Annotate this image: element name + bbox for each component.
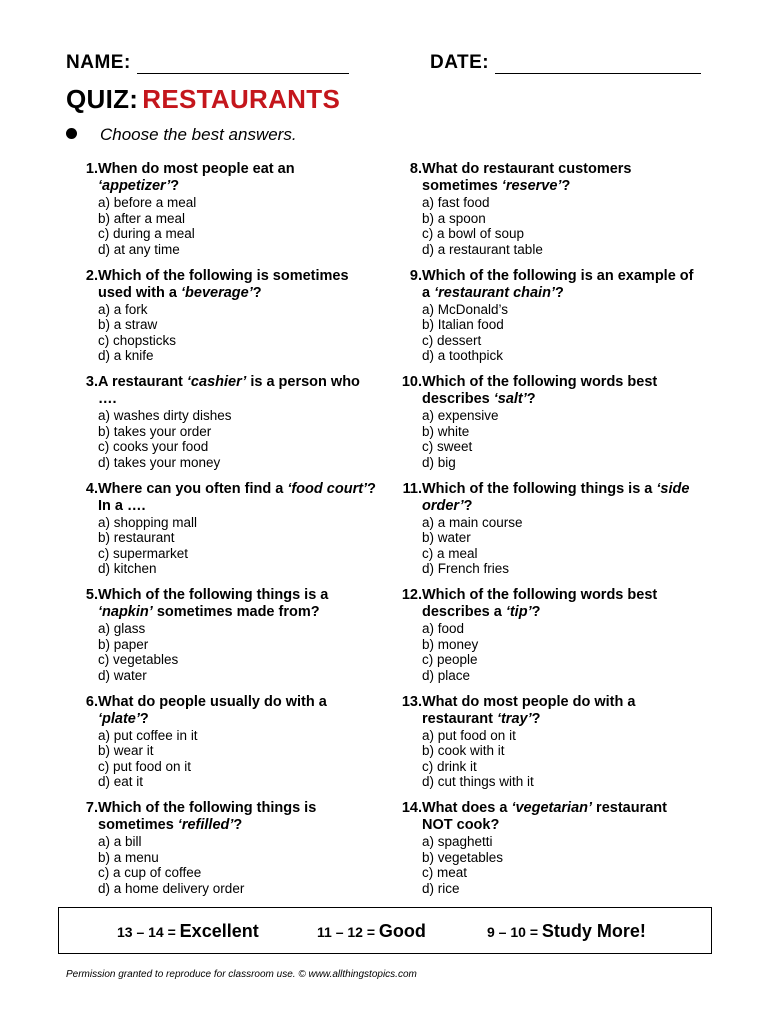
- question-stem-term: ‘tip’: [505, 604, 532, 620]
- question-stem: [422, 694, 700, 728]
- answer-options: [422, 834, 700, 896]
- question-number: 2.: [85, 267, 98, 284]
- question-number: 3.: [85, 374, 98, 390]
- question-stem-pre: Which of the following things is a: [422, 480, 657, 497]
- question-body: [98, 161, 376, 257]
- answer-option[interactable]: c) supermarket: [98, 545, 189, 561]
- question-stem-post: ?: [561, 178, 571, 194]
- answer-options: [422, 621, 700, 683]
- answer-option[interactable]: c) dessert: [422, 332, 482, 348]
- answer-option[interactable]: d) takes your money: [98, 454, 221, 470]
- question-number: 5.: [85, 587, 98, 603]
- question-body: [98, 268, 376, 364]
- question-stem-post: ?: [531, 604, 541, 620]
- question-stem-post: ?: [170, 178, 180, 194]
- question-stem-pre: What do most people do with a restaurant: [422, 693, 636, 727]
- question-number: 12.: [401, 587, 422, 603]
- answer-option[interactable]: a) spaghetti: [422, 834, 493, 849]
- answer-options: [98, 302, 376, 364]
- answer-option[interactable]: d) water: [98, 667, 147, 683]
- answer-option[interactable]: c) during a meal: [98, 226, 195, 241]
- answer-option[interactable]: b) water: [422, 530, 471, 545]
- question-stem-post: ?: [531, 710, 541, 727]
- question-body: [98, 694, 376, 790]
- answer-option[interactable]: a) McDonald’s: [422, 301, 509, 317]
- answer-option[interactable]: b) paper: [98, 636, 149, 652]
- title-prefix: QUIZ:: [66, 84, 139, 114]
- question-stem: [98, 587, 376, 621]
- answer-option[interactable]: d) a toothpick: [422, 348, 504, 363]
- answer-option[interactable]: b) a menu: [98, 849, 159, 865]
- question-body: [98, 481, 376, 577]
- question-stem-term: ‘salt’: [493, 391, 527, 407]
- date-blank-line[interactable]: [495, 53, 701, 74]
- answer-option[interactable]: d) at any time: [98, 241, 180, 257]
- question-stem-pre: When do most people eat an: [98, 161, 295, 177]
- question-stem-post: restaurant NOT cook?: [422, 800, 667, 833]
- question-stem-pre: Where can you often find a: [98, 480, 288, 497]
- question-item: [66, 268, 376, 375]
- question-stem: [422, 374, 700, 408]
- question-stem-pre: What do people usually do with a: [98, 693, 327, 710]
- question-item: [390, 481, 700, 588]
- question-stem-post: ? In a ….: [98, 480, 376, 514]
- question-stem: [98, 161, 376, 195]
- questions-left-column: [66, 161, 376, 907]
- answer-options: [98, 408, 376, 470]
- question-item: [66, 374, 376, 481]
- name-label: NAME:: [66, 52, 131, 73]
- score-excellent: [117, 921, 259, 942]
- question-body: [422, 374, 700, 470]
- question-stem-term: ‘side order’: [422, 480, 690, 514]
- question-stem-post: ?: [463, 497, 473, 514]
- title-topic: RESTAURANTS: [142, 84, 341, 114]
- question-item: [390, 694, 700, 801]
- question-item: [390, 800, 700, 907]
- question-body: [98, 800, 376, 896]
- answer-option[interactable]: a) food: [422, 621, 465, 636]
- answer-option[interactable]: b) takes your order: [98, 423, 212, 439]
- answer-option[interactable]: b) a straw: [98, 317, 158, 332]
- answer-option[interactable]: c) vegetables: [98, 652, 179, 667]
- question-stem-pre: Which of the following things is a: [98, 587, 329, 603]
- question-stem-term: ‘beverage’: [181, 284, 253, 301]
- answer-option[interactable]: a) expensive: [422, 408, 499, 423]
- answer-option[interactable]: d) cut things with it: [422, 774, 534, 789]
- question-stem-pre: Which of the following is sometimes used with a: [98, 267, 349, 301]
- answer-option[interactable]: b) white: [422, 423, 470, 439]
- question-body: [422, 587, 700, 683]
- question-body: [422, 694, 700, 790]
- bullet-icon: [66, 128, 77, 139]
- question-stem-pre: Which of the following is an example of a: [422, 267, 694, 301]
- question-item: [66, 800, 376, 907]
- score-range: 9 – 10 =: [487, 924, 538, 940]
- question-stem-post: ?: [252, 284, 262, 301]
- answer-option[interactable]: d) French fries: [422, 561, 510, 576]
- question-stem-term: ‘plate’: [98, 710, 140, 727]
- score-good: [317, 921, 426, 942]
- answer-option[interactable]: d) big: [422, 454, 456, 470]
- question-item: [390, 161, 700, 268]
- answer-option[interactable]: c) people: [422, 652, 478, 667]
- date-label: DATE:: [430, 52, 490, 73]
- question-stem-pre: What does a: [422, 800, 512, 816]
- question-stem-pre: A restaurant: [98, 374, 187, 390]
- question-stem: [98, 268, 376, 302]
- question-body: [98, 374, 376, 470]
- score-label: Excellent: [179, 921, 259, 941]
- question-stem: [422, 268, 700, 302]
- answer-option[interactable]: a) a fork: [98, 301, 148, 317]
- answer-option[interactable]: c) cooks your food: [98, 439, 209, 454]
- answer-options: [422, 728, 700, 790]
- question-body: [422, 268, 700, 364]
- answer-option[interactable]: a) a bill: [98, 834, 142, 849]
- score-label: Good: [378, 921, 426, 941]
- footer-permission: Permission granted to reproduce for classroom use. © www.allthingstopics.com: [66, 969, 417, 980]
- score-label: Study More!: [541, 921, 646, 941]
- name-field[interactable]: [66, 52, 349, 74]
- answer-option[interactable]: b) a spoon: [422, 210, 486, 226]
- answer-option[interactable]: d) place: [422, 667, 471, 683]
- answer-option[interactable]: a) glass: [98, 621, 146, 636]
- answer-option[interactable]: a) fast food: [422, 195, 490, 210]
- question-stem-term: ‘napkin’: [98, 604, 153, 620]
- answer-options: [422, 195, 700, 257]
- question-stem-term: ‘reserve’: [501, 178, 562, 194]
- page-title: [66, 84, 340, 115]
- question-number: 11.: [402, 480, 422, 497]
- question-stem-post: sometimes made from?: [152, 604, 320, 620]
- score-range: 13 – 14 =: [117, 924, 176, 940]
- question-number: 4.: [85, 480, 98, 497]
- question-number: 13.: [401, 693, 422, 710]
- answer-options: [422, 515, 700, 577]
- answer-option[interactable]: b) restaurant: [98, 530, 175, 545]
- question-body: [422, 800, 700, 896]
- question-number: 1.: [85, 161, 98, 177]
- question-stem-pre: What do restaurant customers sometimes: [422, 161, 632, 194]
- question-item: [66, 587, 376, 694]
- answer-option[interactable]: b) Italian food: [422, 317, 504, 332]
- question-stem-post: is a person who ….: [98, 374, 360, 407]
- answer-option[interactable]: b) money: [422, 636, 479, 652]
- question-body: [422, 161, 700, 257]
- question-stem-pre: Which of the following things is sometimes: [98, 800, 317, 833]
- answer-option[interactable]: c) put food on it: [98, 758, 192, 774]
- answer-option[interactable]: d) a home delivery order: [98, 880, 245, 896]
- question-stem-pre: Which of the following words best describes: [422, 374, 658, 407]
- question-stem: [98, 374, 376, 408]
- score-range: 11 – 12 =: [317, 924, 376, 940]
- question-stem: [98, 694, 376, 728]
- date-field[interactable]: [430, 52, 701, 74]
- question-stem-term: ‘appetizer’: [98, 178, 171, 194]
- question-stem-term: ‘tray’: [496, 710, 532, 727]
- answer-option[interactable]: c) sweet: [422, 439, 473, 454]
- answer-option[interactable]: a) a main course: [422, 514, 523, 530]
- answer-option[interactable]: a) washes dirty dishes: [98, 408, 232, 423]
- question-item: [66, 694, 376, 801]
- answer-options: [98, 728, 376, 790]
- question-number: 6.: [85, 693, 98, 710]
- answer-option[interactable]: a) put coffee in it: [98, 727, 198, 743]
- question-stem-term: ‘food court’: [287, 480, 368, 497]
- question-number: 14.: [401, 800, 422, 816]
- answer-option[interactable]: c) meat: [422, 865, 468, 880]
- question-stem-post: ?: [139, 710, 149, 727]
- question-stem-term: ‘vegetarian’: [511, 800, 593, 816]
- answer-options: [422, 408, 700, 470]
- answer-options: [422, 302, 700, 364]
- question-item: [390, 268, 700, 375]
- answer-option[interactable]: d) a restaurant table: [422, 241, 543, 257]
- answer-options: [98, 195, 376, 257]
- answer-option[interactable]: a) before a meal: [98, 195, 197, 210]
- answer-option[interactable]: d) a knife: [98, 348, 154, 363]
- question-stem: [422, 587, 700, 621]
- question-number: 7.: [85, 800, 98, 816]
- answer-options: [98, 621, 376, 683]
- score-study-more: [487, 921, 646, 942]
- question-body: [98, 587, 376, 683]
- answer-option[interactable]: c) a cup of coffee: [98, 865, 202, 880]
- question-item: [66, 481, 376, 588]
- question-stem: [98, 800, 376, 834]
- instruction-text: Choose the best answers.: [100, 125, 297, 144]
- question-stem: [422, 161, 700, 195]
- answer-option[interactable]: b) after a meal: [98, 210, 186, 226]
- question-stem-post: ?: [233, 817, 243, 833]
- answer-option[interactable]: d) kitchen: [98, 561, 157, 576]
- question-stem: [98, 481, 376, 515]
- question-stem-term: ‘cashier’: [186, 374, 247, 390]
- question-stem-pre: Which of the following words best describes a: [422, 587, 658, 620]
- question-stem-term: ‘restaurant chain’: [434, 284, 555, 301]
- name-blank-line[interactable]: [137, 53, 349, 74]
- question-stem: [422, 481, 700, 515]
- question-stem-term: ‘refilled’: [177, 817, 234, 833]
- answer-option[interactable]: a) put food on it: [422, 727, 516, 743]
- question-number: 8.: [409, 161, 422, 177]
- answer-option[interactable]: b) vegetables: [422, 849, 504, 865]
- question-stem: [422, 800, 700, 834]
- answer-options: [98, 834, 376, 896]
- question-body: [422, 481, 700, 577]
- answer-option[interactable]: d) rice: [422, 880, 460, 896]
- answer-options: [98, 515, 376, 577]
- score-legend: [58, 907, 712, 954]
- question-number: 9.: [409, 267, 422, 284]
- answer-option[interactable]: b) cook with it: [422, 743, 505, 758]
- instruction-line: [66, 125, 297, 145]
- question-number: 10.: [401, 374, 422, 390]
- answer-option[interactable]: a) shopping mall: [98, 514, 198, 530]
- answer-option[interactable]: c) drink it: [422, 758, 477, 774]
- answer-option[interactable]: c) a bowl of soup: [422, 226, 525, 241]
- question-stem-post: ?: [526, 391, 536, 407]
- questions-right-column: [390, 161, 700, 907]
- question-item: [390, 374, 700, 481]
- question-item: [390, 587, 700, 694]
- question-stem-post: ?: [554, 284, 564, 301]
- answer-option[interactable]: c) chopsticks: [98, 332, 177, 348]
- question-item: [66, 161, 376, 268]
- answer-option[interactable]: d) eat it: [98, 774, 144, 789]
- answer-option[interactable]: c) a meal: [422, 545, 478, 561]
- answer-option[interactable]: b) wear it: [98, 743, 154, 758]
